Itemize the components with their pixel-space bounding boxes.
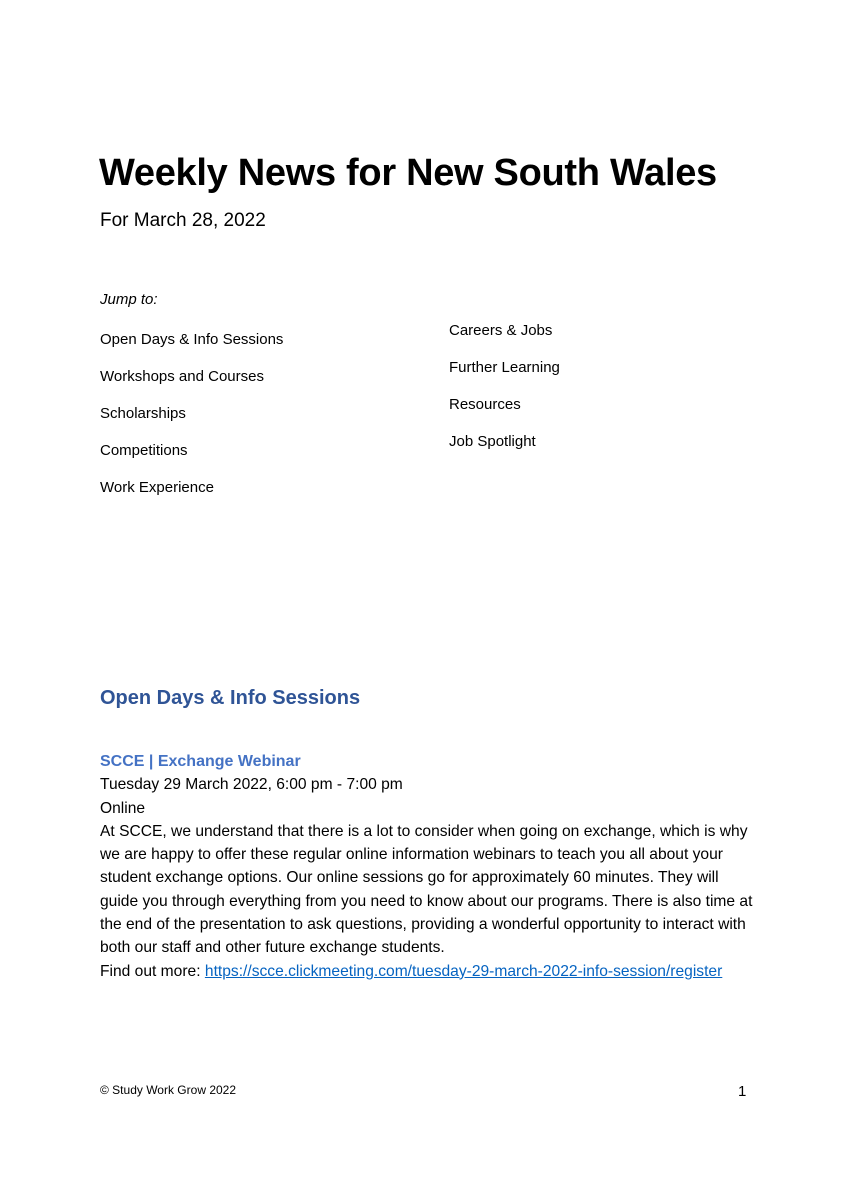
jump-link-job-spotlight[interactable]: Job Spotlight: [449, 433, 536, 450]
event-title: SCCE | Exchange Webinar: [100, 753, 301, 770]
jump-links-right: [449, 321, 560, 469]
page-number: 1: [738, 1083, 747, 1100]
jump-link-further-learning[interactable]: Further Learning: [449, 359, 560, 376]
event-location: Online: [100, 799, 146, 817]
event-item: [100, 750, 760, 983]
jump-link-scholarships[interactable]: Scholarships: [100, 405, 186, 422]
footer-copyright: © Study Work Grow 2022: [100, 1083, 237, 1097]
jump-link-open-days[interactable]: Open Days & Info Sessions: [100, 331, 284, 348]
jump-link-competitions[interactable]: Competitions: [100, 442, 188, 459]
event-register-link[interactable]: https://scce.clickmeeting.com/tuesday-29-march-2022-info-session/register: [204, 962, 723, 980]
jump-link-careers-jobs[interactable]: Careers & Jobs: [449, 322, 553, 339]
jump-link-workshops[interactable]: Workshops and Courses: [100, 368, 264, 385]
jump-links-left: [100, 330, 283, 515]
section-heading-open-days: Open Days & Info Sessions: [100, 687, 361, 709]
jump-link-work-experience[interactable]: Work Experience: [100, 479, 214, 496]
page-title: Weekly News for New South Wales: [99, 152, 717, 194]
page-subtitle: For March 28, 2022: [100, 210, 266, 231]
event-datetime: Tuesday 29 March 2022, 6:00 pm - 7:00 pm: [100, 776, 403, 794]
jump-link-resources[interactable]: Resources: [449, 396, 521, 413]
event-description: At SCCE, we understand that there is a lot to consider when going on exchange, which is why we are happy to offer these regular online information webinars to teach you all about your student exchange options. Our online sessions go for approximately 60 minutes. They will guide you through everything from you need to know about our programs. There is also time at the end of the presentation to ask questions, providing a wonderful opportunity to interact with both our staff and other future exchange students.: [100, 822, 753, 957]
event-more-line: [100, 960, 760, 983]
jump-to-label: Jump to:: [100, 291, 158, 308]
event-more-label: Find out more:: [100, 962, 201, 980]
